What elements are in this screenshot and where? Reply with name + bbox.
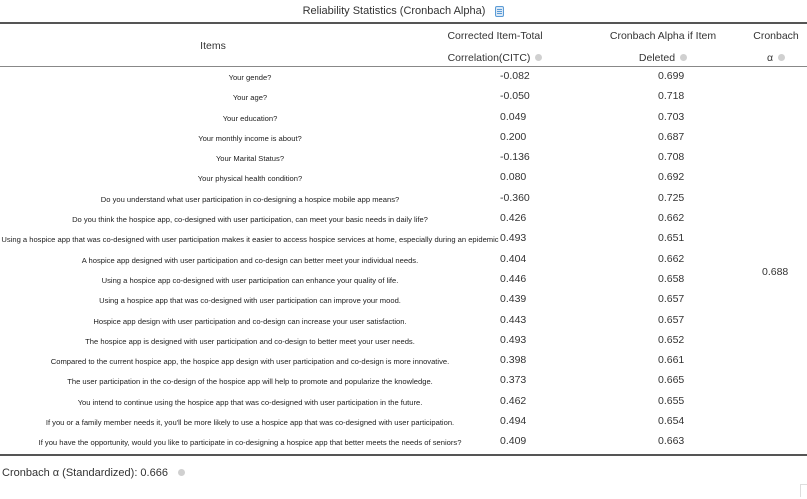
resize-handle[interactable] bbox=[800, 484, 807, 497]
item-text: The hospice app is designed with user participation and co-design to better meet your user needs. bbox=[85, 336, 415, 346]
alpha-if-deleted-value: 0.663 bbox=[658, 435, 685, 448]
header-alpha-line1: Cronbach bbox=[753, 30, 799, 42]
table-header bbox=[0, 24, 807, 67]
table-row bbox=[0, 371, 807, 391]
alpha-if-deleted-value: 0.657 bbox=[658, 313, 685, 326]
item-text: Your physical health condition? bbox=[197, 174, 303, 184]
alpha-if-deleted-value: 0.703 bbox=[658, 110, 685, 123]
item-text: Your monthly income is about? bbox=[198, 133, 302, 143]
alpha-if-deleted-value: 0.725 bbox=[658, 191, 685, 204]
help-icon[interactable] bbox=[178, 469, 185, 476]
item-text: Using a hospice app that was co-designed with user participation can improve your mood. bbox=[99, 296, 401, 306]
table-row bbox=[0, 229, 807, 249]
citc-value: 0.462 bbox=[500, 394, 527, 407]
alpha-if-deleted-value: 0.652 bbox=[658, 333, 685, 346]
help-icon[interactable] bbox=[778, 54, 785, 61]
citc-value: 0.426 bbox=[500, 212, 527, 225]
item-text: You intend to continue using the hospice app that was co-designed with user participation in the future. bbox=[77, 397, 423, 407]
table-row bbox=[0, 290, 807, 310]
alpha-if-deleted-value: 0.654 bbox=[658, 415, 685, 428]
alpha-if-deleted-value: 0.687 bbox=[658, 130, 685, 143]
alpha-if-deleted-value: 0.699 bbox=[658, 70, 685, 82]
header-deleted-line1: Cronbach Alpha if Item bbox=[609, 30, 717, 42]
citc-value: -0.136 bbox=[500, 151, 530, 164]
alpha-if-deleted-value: 0.661 bbox=[658, 354, 685, 367]
table-row bbox=[0, 128, 807, 148]
table-row bbox=[0, 67, 807, 87]
table-title: Reliability Statistics (Cronbach Alpha) bbox=[302, 5, 486, 17]
help-icon[interactable] bbox=[680, 54, 687, 61]
citc-value: 0.080 bbox=[500, 171, 527, 184]
alpha-if-deleted-value: 0.708 bbox=[658, 151, 685, 164]
alpha-if-deleted-value: 0.692 bbox=[658, 171, 685, 184]
alpha-if-deleted-value: 0.658 bbox=[658, 272, 685, 285]
table-row bbox=[0, 148, 807, 168]
alpha-if-deleted-value: 0.718 bbox=[658, 90, 685, 103]
alpha-if-deleted-value: 0.651 bbox=[658, 232, 685, 245]
table-row bbox=[0, 250, 807, 270]
citc-value: -0.082 bbox=[500, 70, 530, 82]
item-text: Do you think the hospice app, co-designed with user participation, can meet your basic needs in daily life? bbox=[72, 215, 428, 225]
citc-value: 0.493 bbox=[500, 232, 527, 245]
alpha-if-deleted-value: 0.655 bbox=[658, 394, 685, 407]
table-row bbox=[0, 168, 807, 188]
citc-value: 0.446 bbox=[500, 272, 527, 285]
standardized-alpha: Cronbach α (Standardized): 0.666 bbox=[2, 467, 168, 479]
help-icon[interactable] bbox=[535, 54, 542, 61]
header-deleted-line2 bbox=[598, 52, 728, 64]
item-text: Hospice app design with user participation and co-design can increase your user satisfaction. bbox=[93, 316, 407, 326]
table-row bbox=[0, 412, 807, 432]
table-row bbox=[0, 209, 807, 229]
table-title-bar bbox=[0, 0, 807, 22]
alpha-if-deleted-value: 0.657 bbox=[658, 293, 685, 306]
table-row bbox=[0, 311, 807, 331]
citc-value: 0.494 bbox=[500, 415, 527, 428]
citc-value: 0.409 bbox=[500, 435, 527, 448]
citc-value: 0.373 bbox=[500, 374, 527, 387]
citc-value: 0.404 bbox=[500, 252, 527, 265]
item-text: If you have the opportunity, would you like to participate in co-designing a hospice app that better meets the needs of seniors? bbox=[38, 438, 462, 448]
document-icon[interactable] bbox=[495, 6, 504, 17]
table-row bbox=[0, 189, 807, 209]
table-row bbox=[0, 87, 807, 107]
cronbach-alpha-value: 0.688 bbox=[762, 266, 789, 278]
header-citc-label: Correlation(CITC) bbox=[447, 52, 531, 64]
alpha-if-deleted-value: 0.662 bbox=[658, 252, 685, 265]
citc-value: -0.050 bbox=[500, 90, 530, 103]
item-text: A hospice app designed with user participation and co-design can better meet your individual needs. bbox=[81, 255, 419, 265]
table-row bbox=[0, 392, 807, 412]
header-alpha-line2 bbox=[746, 52, 806, 64]
item-text: Compared to the current hospice app, the hospice app design with user participation and co-design is more innovative. bbox=[50, 357, 450, 367]
header-items: Items bbox=[200, 40, 226, 52]
citc-value: 0.200 bbox=[500, 130, 527, 143]
reliability-table bbox=[0, 22, 807, 456]
alpha-if-deleted-value: 0.662 bbox=[658, 212, 685, 225]
item-text: Your age? bbox=[232, 93, 268, 103]
header-alpha-label: α bbox=[766, 52, 774, 64]
item-text: Do you understand what user participation in co-designing a hospice mobile app means? bbox=[100, 194, 400, 204]
header-deleted-label: Deleted bbox=[638, 52, 676, 64]
table-footer bbox=[2, 467, 185, 479]
item-text: The user participation in the co-design of the hospice app will help to promote and popularize the knowledge. bbox=[67, 377, 433, 387]
item-text: If you or a family member needs it, you'll be more likely to use a hospice app that was co-designed with user participation. bbox=[45, 418, 455, 428]
citc-value: 0.398 bbox=[500, 354, 527, 367]
citc-value: 0.493 bbox=[500, 333, 527, 346]
citc-value: 0.049 bbox=[500, 110, 527, 123]
header-citc-line2 bbox=[430, 52, 560, 64]
table-body bbox=[0, 67, 807, 453]
item-text: Using a hospice app that was co-designed with user participation makes it easier to access hospice services at home, especially during an epidemic bbox=[1, 235, 499, 245]
alpha-if-deleted-value: 0.665 bbox=[658, 374, 685, 387]
table-row bbox=[0, 331, 807, 351]
item-text: Your gende? bbox=[228, 73, 272, 82]
item-text: Your education? bbox=[222, 113, 278, 123]
bottom-rule bbox=[0, 454, 807, 456]
item-text: Your Marital Status? bbox=[215, 154, 285, 164]
header-citc-line1: Corrected Item-Total bbox=[447, 30, 543, 42]
citc-value: 0.439 bbox=[500, 293, 527, 306]
citc-value: -0.360 bbox=[500, 191, 530, 204]
table-row bbox=[0, 432, 807, 452]
table-row bbox=[0, 351, 807, 371]
table-row bbox=[0, 108, 807, 128]
citc-value: 0.443 bbox=[500, 313, 527, 326]
table-row bbox=[0, 270, 807, 290]
item-text: Using a hospice app co-designed with user participation can enhance your quality of life. bbox=[101, 275, 399, 285]
